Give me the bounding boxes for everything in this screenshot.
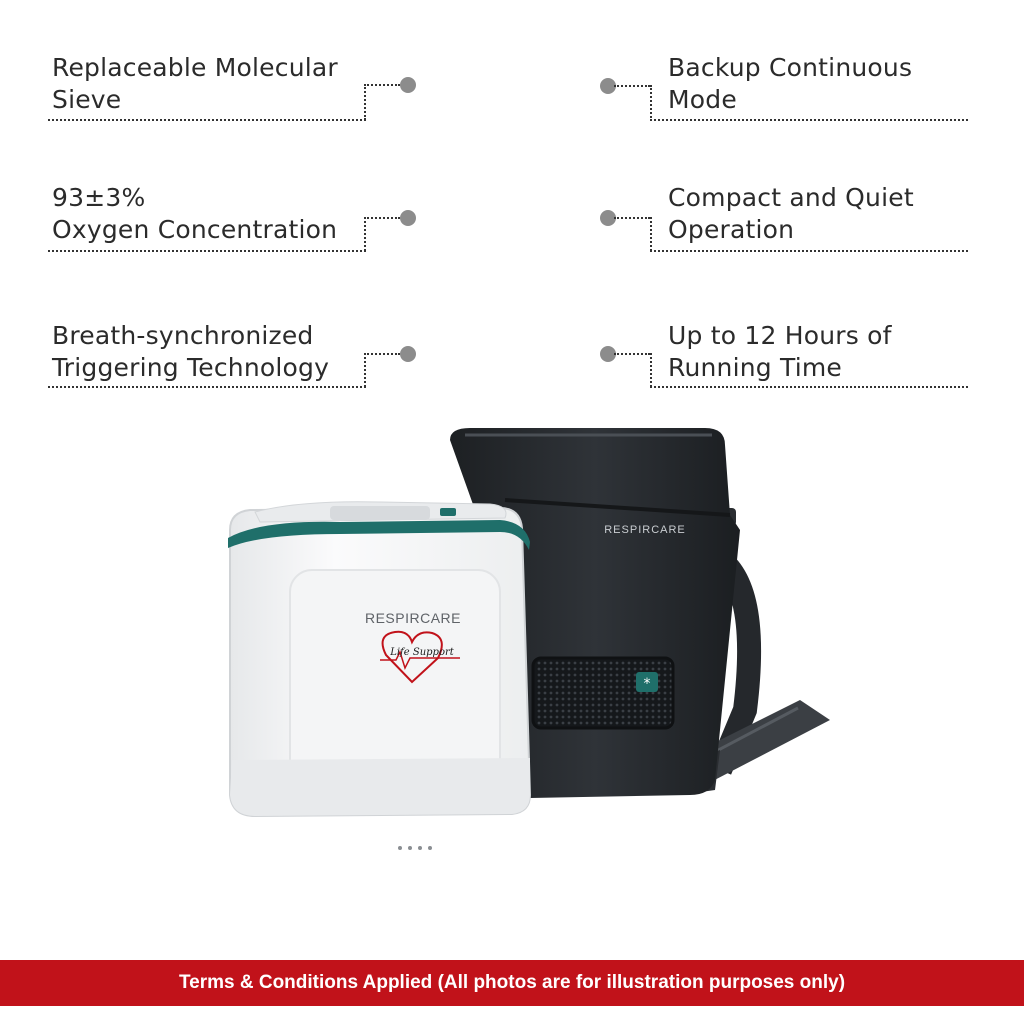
- concentrator-brand-text: RESPIRCARE: [364, 610, 462, 626]
- connector-horizontal: [614, 353, 650, 355]
- footer-disclaimer: Terms & Conditions Applied (All photos are for illustration purposes only): [178, 972, 846, 993]
- feature-compact-quiet: [668, 182, 914, 246]
- connector-vertical: [364, 353, 366, 387]
- feature-underline: [48, 119, 366, 121]
- product-illustration: [200, 420, 850, 940]
- connector-vertical: [364, 217, 366, 251]
- feature-breath-sync: [52, 320, 329, 384]
- connector-horizontal: [364, 84, 400, 86]
- feature-underline: [48, 250, 366, 252]
- feature-line: Operation: [668, 215, 795, 244]
- connector-horizontal: [364, 353, 400, 355]
- connector-vertical: [650, 353, 652, 387]
- bullet-dot: [400, 210, 416, 226]
- logo-text: Life Support: [390, 647, 454, 658]
- feature-line: Backup Continuous: [668, 53, 913, 82]
- feature-line: Replaceable Molecular: [52, 53, 338, 82]
- feature-underline: [650, 250, 968, 252]
- connector-vertical: [364, 84, 366, 120]
- feature-line: Triggering Technology: [52, 353, 330, 382]
- feature-line: 93±3%: [52, 183, 146, 212]
- connector-vertical: [650, 85, 652, 121]
- connector-horizontal: [614, 217, 650, 219]
- feature-line: Up to 12 Hours of: [668, 321, 892, 350]
- feature-backup-continuous: [668, 52, 912, 116]
- bullet-dot: [400, 77, 416, 93]
- bullet-dot: [400, 346, 416, 362]
- feature-underline: [650, 386, 968, 388]
- footer-banner: [0, 960, 1024, 1006]
- connector-horizontal: [614, 85, 650, 87]
- oxygen-concentrator: [228, 502, 530, 850]
- feature-underline: [650, 119, 968, 121]
- bag-brand-text: RESPIRCARE: [604, 524, 686, 536]
- connector-horizontal: [364, 217, 400, 219]
- feature-line: Running Time: [668, 353, 842, 382]
- feature-line: Sieve: [52, 85, 122, 114]
- feature-underline: [48, 386, 366, 388]
- feature-line: Compact and Quiet: [668, 183, 914, 212]
- feature-replaceable-sieve: [52, 52, 338, 116]
- feature-running-time: [668, 320, 892, 384]
- feature-line: Mode: [668, 85, 737, 114]
- feature-oxygen-concentration: [52, 182, 337, 246]
- feature-line: Breath-synchronized: [52, 321, 314, 350]
- feature-line: Oxygen Concentration: [52, 215, 338, 244]
- svg-text:*: *: [643, 676, 651, 692]
- connector-vertical: [650, 217, 652, 251]
